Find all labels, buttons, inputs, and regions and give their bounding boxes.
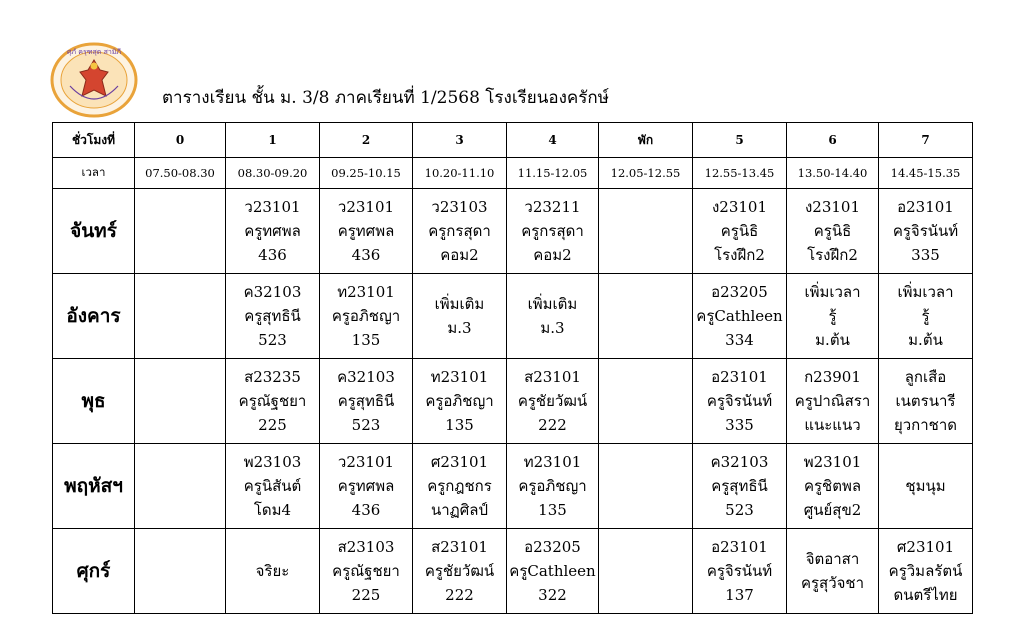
cell-content <box>507 365 598 437</box>
cell-line: ง23101 <box>711 198 768 216</box>
schedule-cell <box>693 444 787 529</box>
cell-content <box>879 365 972 437</box>
day-row <box>53 359 973 444</box>
cell-line: ครูทศพล <box>337 477 395 495</box>
cell-line: ส23103 <box>337 538 395 556</box>
period-header-cell: 5 <box>693 123 787 158</box>
cell-line: ครูกฎชกร <box>427 477 492 495</box>
day-row <box>53 274 973 359</box>
cell-content <box>787 450 878 522</box>
cell-line: ครูCathleen <box>509 562 596 580</box>
schedule-cell <box>787 529 879 614</box>
cell-content <box>879 474 972 498</box>
cell-content <box>879 195 972 267</box>
schedule-cell <box>507 189 599 274</box>
cell-content <box>693 535 786 607</box>
cell-line: 523 <box>351 416 381 434</box>
schedule-cell <box>135 529 226 614</box>
cell-line: ยุวกาชาด <box>893 416 958 434</box>
cell-line: 225 <box>258 416 287 434</box>
cell-line: คอม2 <box>440 246 479 264</box>
schedule-cell <box>599 189 693 274</box>
cell-line: ครูทศพล <box>244 222 301 240</box>
schedule-cell <box>879 444 973 529</box>
schedule-cell <box>320 189 413 274</box>
cell-line: ดนตรีไทย <box>893 586 958 604</box>
day-row <box>53 189 973 274</box>
schedule-cell <box>507 274 599 359</box>
time-cell: 11.15-12.05 <box>507 158 599 189</box>
cell-line: ศ23101 <box>896 538 955 556</box>
cell-line: 436 <box>351 501 381 519</box>
cell-line: ม.ต้น <box>908 331 943 349</box>
schedule-cell <box>135 274 226 359</box>
time-cell: 08.30-09.20 <box>226 158 320 189</box>
schedule-cell <box>135 189 226 274</box>
time-label: เวลา <box>53 158 135 189</box>
schedule-cell <box>320 444 413 529</box>
schedule-cell <box>226 444 320 529</box>
cell-line: นาฏศิลป์ <box>431 501 488 519</box>
schedule-cell <box>693 529 787 614</box>
cell-line: ครูสุทธินี <box>711 477 768 495</box>
cell-line: อ23205 <box>711 283 768 301</box>
cell-line: ครูอภิชญา <box>518 477 587 495</box>
cell-content <box>787 280 878 352</box>
schedule-cell <box>693 274 787 359</box>
day-name: พุธ <box>53 359 135 444</box>
schedule-cell <box>787 359 879 444</box>
period-header-cell: 6 <box>787 123 879 158</box>
cell-content <box>879 535 972 607</box>
cell-line: ส23101 <box>431 538 488 556</box>
cell-line: 322 <box>538 586 567 604</box>
schedule-cell <box>226 529 320 614</box>
schedule-cell <box>787 189 879 274</box>
cell-content <box>879 280 972 352</box>
schedule-cell <box>507 359 599 444</box>
cell-line: 225 <box>351 586 381 604</box>
cell-line: ครูชัยวัฒน์ <box>424 562 495 580</box>
cell-line: พ23103 <box>243 453 302 471</box>
period-header-row <box>53 123 973 158</box>
cell-line: จริยะ <box>255 562 290 580</box>
time-cell: 14.45-15.35 <box>879 158 973 189</box>
schedule-cell <box>693 359 787 444</box>
cell-line: รู้ <box>921 307 930 325</box>
cell-content <box>226 365 319 437</box>
cell-content <box>320 450 412 522</box>
cell-line: เพิ่มเวลา <box>804 283 861 301</box>
cell-line: ศูนย์สุข2 <box>803 501 862 519</box>
cell-line: ครูสุทธินี <box>244 307 301 325</box>
schedule-cell <box>320 529 413 614</box>
cell-line: พ23101 <box>803 453 862 471</box>
cell-content <box>413 195 506 267</box>
time-cell: 13.50-14.40 <box>787 158 879 189</box>
period-header-cell: 4 <box>507 123 599 158</box>
cell-line: อ23205 <box>524 538 581 556</box>
cell-line: ว23103 <box>431 198 488 216</box>
cell-line: ครูชิตพล <box>803 477 862 495</box>
schedule-cell <box>413 359 507 444</box>
timetable <box>52 122 973 614</box>
day-row <box>53 444 973 529</box>
cell-content <box>507 195 598 267</box>
cell-line: โรงฝึก2 <box>807 246 858 264</box>
cell-line: ครูจิรนันท์ <box>706 562 773 580</box>
cell-content <box>226 559 319 583</box>
cell-content <box>787 195 878 267</box>
schedule-cell <box>599 274 693 359</box>
time-cell: 12.55-13.45 <box>693 158 787 189</box>
schedule-cell <box>693 189 787 274</box>
cell-line: 135 <box>445 416 474 434</box>
cell-content <box>787 365 878 437</box>
day-row <box>53 529 973 614</box>
cell-line: ครูสุวัจชา <box>800 574 865 592</box>
day-name: พฤหัสฯ <box>53 444 135 529</box>
period-header-cell: พัก <box>599 123 693 158</box>
cell-line: 222 <box>538 416 567 434</box>
cell-content <box>226 195 319 267</box>
cell-content <box>320 280 412 352</box>
period-header-cell: 1 <box>226 123 320 158</box>
cell-content <box>693 195 786 267</box>
day-name: อังคาร <box>53 274 135 359</box>
cell-line: ท23101 <box>337 283 395 301</box>
cell-line: ครูณัฐชยา <box>238 392 307 410</box>
cell-line: ค32103 <box>243 283 302 301</box>
cell-content <box>226 280 319 352</box>
day-name: ศุกร์ <box>53 529 135 614</box>
time-row <box>53 158 973 189</box>
cell-line: ครูนิธิ <box>720 222 759 240</box>
schedule-cell <box>879 359 973 444</box>
time-cell: 12.05-12.55 <box>599 158 693 189</box>
cell-line: ศ23101 <box>430 453 489 471</box>
cell-line: ก23901 <box>804 368 861 386</box>
time-cell: 07.50-08.30 <box>135 158 226 189</box>
schedule-cell <box>226 359 320 444</box>
cell-content <box>413 292 506 340</box>
cell-line: จิตอาสา <box>805 550 860 568</box>
schedule-cell <box>135 444 226 529</box>
time-cell: 10.20-11.10 <box>413 158 507 189</box>
cell-line: เพิ่มเติม <box>527 295 578 313</box>
cell-content <box>787 547 878 595</box>
period-label: ชั่วโมงที่ <box>53 123 135 158</box>
cell-line: ครูอภิชญา <box>331 307 401 325</box>
cell-line: ว23211 <box>524 198 581 216</box>
period-header-cell: 3 <box>413 123 507 158</box>
cell-line: ครูณัฐชยา <box>332 562 400 580</box>
cell-content <box>413 535 506 607</box>
period-header-cell: 7 <box>879 123 973 158</box>
cell-line: ว23101 <box>337 198 395 216</box>
cell-content <box>693 365 786 437</box>
cell-line: ครูชัยวัฒน์ <box>517 392 588 410</box>
cell-line: อ23101 <box>711 368 768 386</box>
cell-line: 436 <box>351 246 381 264</box>
cell-line: ลูกเสือ <box>904 368 947 386</box>
cell-line: ครูนิธิ <box>813 222 852 240</box>
cell-line: ครูวิมลรัตน์ <box>888 562 963 580</box>
cell-content <box>320 195 412 267</box>
cell-line: ค32103 <box>710 453 769 471</box>
cell-line: ครูอภิชญา <box>425 392 494 410</box>
cell-line: อ23101 <box>897 198 954 216</box>
cell-line: ครูทศพล <box>337 222 395 240</box>
schedule-cell <box>413 444 507 529</box>
cell-line: รู้ <box>828 307 837 325</box>
cell-line: ครูจิรนันท์ <box>892 222 959 240</box>
cell-line: 335 <box>911 246 940 264</box>
cell-line: 335 <box>725 416 754 434</box>
schedule-cell <box>226 189 320 274</box>
cell-line: ส23101 <box>524 368 581 386</box>
cell-line: 436 <box>258 246 287 264</box>
schedule-cell <box>599 444 693 529</box>
period-header-cell: 2 <box>320 123 413 158</box>
cell-line: เนตรนารี <box>895 392 956 410</box>
cell-line: เพิ่มเติม <box>434 295 485 313</box>
cell-line: ชุมนุม <box>905 477 946 495</box>
time-cell: 09.25-10.15 <box>320 158 413 189</box>
cell-line: 523 <box>725 501 754 519</box>
cell-line: คอม2 <box>533 246 572 264</box>
schedule-cell <box>507 529 599 614</box>
cell-line: อ23101 <box>711 538 768 556</box>
cell-line: ส23235 <box>244 368 301 386</box>
schedule-cell <box>320 274 413 359</box>
cell-content <box>693 280 786 352</box>
cell-line: ว23101 <box>244 198 301 216</box>
cell-line: ครูกรสุดา <box>521 222 584 240</box>
cell-line: ครูนิสันต์ <box>243 477 302 495</box>
schedule-cell <box>879 529 973 614</box>
schedule-cell <box>599 359 693 444</box>
cell-line: โรงฝึก2 <box>714 246 765 264</box>
cell-content <box>320 365 412 437</box>
schedule-cell <box>413 274 507 359</box>
page-title: ตารางเรียน ชั้น ม. 3/8 ภาคเรียนที่ 1/2568 โรงเรียนองครักษ์ <box>162 88 609 108</box>
schedule-cell <box>507 444 599 529</box>
cell-line: ครูปาณิสรา <box>794 392 871 410</box>
schedule-cell <box>879 189 973 274</box>
cell-line: ท23101 <box>523 453 582 471</box>
cell-line: 137 <box>725 586 754 604</box>
cell-line: ม.3 <box>540 319 565 337</box>
schedule-cell <box>135 359 226 444</box>
cell-line: 222 <box>445 586 474 604</box>
schedule-cell <box>320 359 413 444</box>
schedule-cell <box>413 189 507 274</box>
cell-content <box>507 535 598 607</box>
cell-content <box>320 535 412 607</box>
cell-content <box>413 450 506 522</box>
schedule-cell <box>787 444 879 529</box>
cell-line: ม.ต้น <box>815 331 850 349</box>
school-logo <box>50 42 138 118</box>
period-header-cell: 0 <box>135 123 226 158</box>
day-name: จันทร์ <box>53 189 135 274</box>
cell-line: ง23101 <box>804 198 861 216</box>
cell-line: 135 <box>351 331 381 349</box>
schedule-cell <box>787 274 879 359</box>
cell-line: โดม4 <box>253 501 292 519</box>
cell-content <box>226 450 319 522</box>
schedule-cell <box>226 274 320 359</box>
cell-line: 334 <box>725 331 754 349</box>
cell-line: เพิ่มเวลา <box>897 283 954 301</box>
schedule-cell <box>879 274 973 359</box>
schedule-cell <box>413 529 507 614</box>
cell-line: ว23101 <box>337 453 395 471</box>
cell-line: ครูCathleen <box>696 307 783 325</box>
cell-content <box>413 365 506 437</box>
logo-text: ศุภํ ครุฑสุด สามิภี <box>66 48 122 56</box>
cell-line: ท23101 <box>430 368 489 386</box>
cell-line: แนะแนว <box>804 416 861 434</box>
cell-line: 523 <box>258 331 287 349</box>
cell-line: ค32103 <box>337 368 395 386</box>
cell-content <box>507 292 598 340</box>
cell-line: 135 <box>538 501 567 519</box>
cell-content <box>507 450 598 522</box>
cell-line: ม.3 <box>447 319 472 337</box>
cell-line: ครูจิรนันท์ <box>706 392 773 410</box>
schedule-cell <box>599 529 693 614</box>
cell-content <box>693 450 786 522</box>
cell-line: ครูกรสุดา <box>428 222 491 240</box>
cell-line: ครูสุทธินี <box>337 392 395 410</box>
